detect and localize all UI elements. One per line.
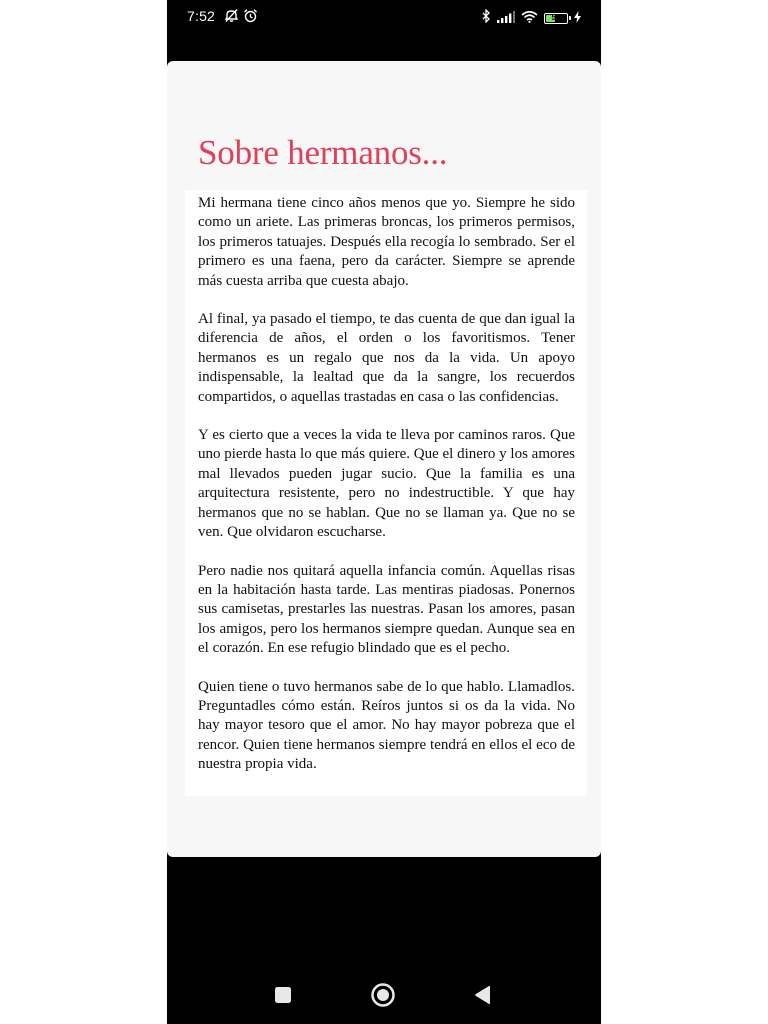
bluetooth-icon <box>482 9 491 28</box>
article-paragraph: Y es cierto que a veces la vida te lleva por caminos raros. Que uno pierde hasta lo que más quiere. Que el dinero y los amores mal llevados pueden jugar sucio. Que la familia es una arquitectura resistente, pero no indestructible. Y que hay hermanos que no se hablan. Que no se llaman ya. Que no se ven. Que olvidaron escucharse. <box>198 427 575 541</box>
wifi-icon <box>521 10 538 28</box>
article-title: Sobre hermanos... <box>198 133 448 172</box>
home-button[interactable] <box>371 983 395 1007</box>
article-paragraph: Quien tiene o tuvo hermanos sabe de lo que hablo. Llamadlos. Preguntadles cómo están. Reíros juntos si os da la vida. No hay mayor tesoro que el amor. No hay mayor pobreza que el rencor. Quien tiene hermanos siempre tendrá en ellos el eco de nuestra propia vida. <box>198 678 575 773</box>
signal-icon <box>497 10 515 28</box>
battery-percent: 52 <box>551 13 561 22</box>
back-button[interactable] <box>471 983 495 1007</box>
battery-icon <box>544 13 568 24</box>
home-circle-icon <box>371 983 395 1007</box>
article-paragraph: Mi hermana tiene cinco años menos que yo. Siempre he sido como un ariete. Las primeras broncas, los primeros permisos, los primeros tatuajes. Después ella recogía lo sembrado. Ser el primero es una faena, pero da carácter. Siempre se aprende más cuesta arriba que cuesta abajo. <box>198 195 575 289</box>
recents-button[interactable] <box>271 983 295 1007</box>
mute-icon <box>224 8 239 28</box>
status-time: 7:52 <box>187 8 216 24</box>
square-icon <box>274 986 292 1004</box>
article-paragraph: Al final, ya pasado el tiempo, te das cuenta de que dan igual la diferencia de años, el orden o los favoritismos. Tener hermanos es un regalo que nos da la vida. Un apoyo indispensable, la lealtad que da la sangre, los recuerdos compartidos, o aquellas trastadas en casa o las confidencias. <box>198 311 575 405</box>
phone-screen <box>167 0 601 1024</box>
navigation-bar <box>167 966 601 1024</box>
charging-icon <box>574 10 581 28</box>
back-triangle-icon <box>474 985 492 1005</box>
article-body <box>185 190 587 796</box>
article-paragraph: Pero nadie nos quitará aquella infancia común. Aquellas risas en la habitación hasta tarde. Las mentiras piadosas. Ponernos sus camisetas, prestarles las nuestras. Pasan los amores, pasan los amigos, pero los hermanos siempre quedan. Aunque sea en el corazón. En ese refugio blindado que es el pecho. <box>198 562 575 657</box>
status-left-icons <box>224 8 258 28</box>
status-bar <box>167 0 601 36</box>
status-right-icons <box>482 9 581 28</box>
alarm-icon <box>243 8 258 28</box>
